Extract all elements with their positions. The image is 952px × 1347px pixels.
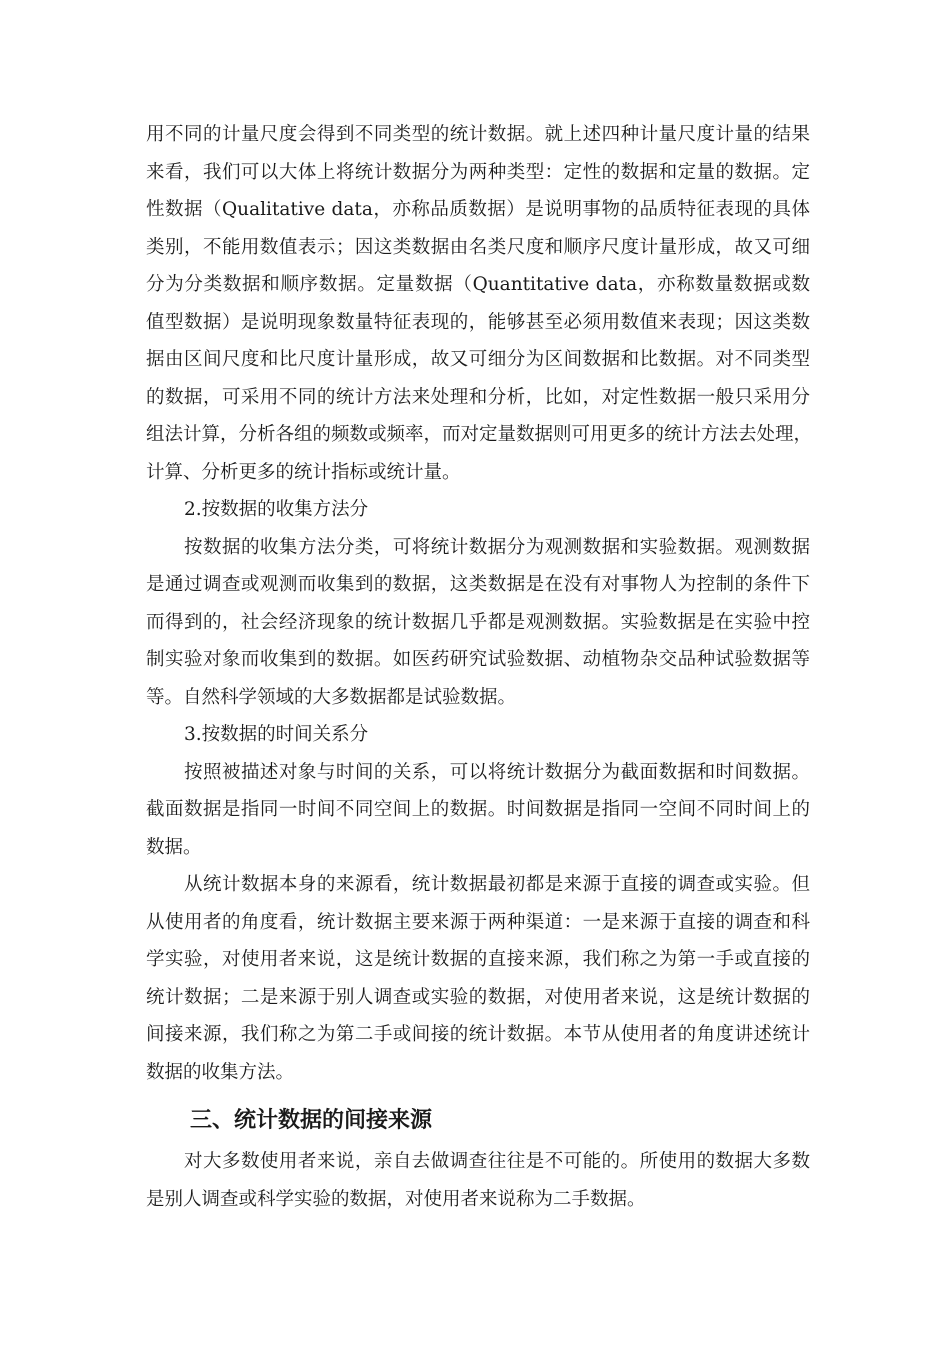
text-line: 从统计数据本身的来源看，统计数据最初都是来源于直接的调查或实验。但 [184, 874, 810, 895]
text-line: 的数据，可采用不同的统计方法来处理和分析，比如，对定性数据一般只采用分 [146, 386, 810, 408]
text-line: 计算、分析更多的统计指标或统计量。 [146, 461, 461, 483]
paragraph-secondary-data [146, 1143, 810, 1218]
document-page [146, 116, 813, 1218]
text-line: 分为分类数据和顺序数据。定量数据（Quantitative data，亦称数量数据或数 [146, 274, 810, 295]
text-line: 类别，不能用数值表示；因这类数据由名类尺度和顺序尺度计量形成，故又可细 [146, 236, 810, 258]
paragraph-time-relation [146, 754, 810, 867]
text-line: 从使用者的角度看，统计数据主要来源于两种渠道：一是来源于直接的调查和科 [146, 911, 810, 933]
text-line: 按数据的收集方法分类，可将统计数据分为观测数据和实验数据。观测数据 [184, 536, 810, 558]
text-line: 统计数据；二是来源于别人调查或实验的数据，对使用者来说，这是统计数据的 [146, 986, 810, 1008]
text-line: 用不同的计量尺度会得到不同类型的统计数据。就上述四种计量尺度计量的结果 [146, 124, 810, 145]
paragraph-collection-method [146, 529, 810, 717]
text-line: 性数据（Qualitative data，亦称品质数据）是说明事物的品质特征表现的具体 [146, 199, 810, 220]
text-line: 截面数据是指同一时间不同空间上的数据。时间数据是指同一空间不同时间上的 [146, 799, 810, 820]
text-line: 值型数据）是说明现象数量特征表现的，能够甚至必须用数值来表现；因这类数 [146, 311, 810, 333]
text-line: 来看，我们可以大体上将统计数据分为两种类型：定性的数据和定量的数据。定 [146, 161, 810, 183]
text-line: 是别人调查或科学实验的数据，对使用者来说称为二手数据。 [146, 1188, 646, 1210]
text-line: 组法计算，分析各组的频数或频率，而对定量数据则可用更多的统计方法去处理， [146, 424, 813, 445]
text-line: 按照被描述对象与时间的关系，可以将统计数据分为截面数据和时间数据。 [184, 761, 810, 783]
text-line: 对大多数使用者来说，亲自去做调查往往是不可能的。所使用的数据大多数 [184, 1151, 810, 1172]
text-line: 而得到的，社会经济现象的统计数据几乎都是观测数据。实验数据是在实验中控 [146, 611, 810, 633]
subheading-time-relation: 3.按数据的时间关系分 [184, 724, 369, 745]
text-line: 制实验对象而收集到的数据。如医药研究试验数据、动植物杂交品种试验数据等 [146, 649, 810, 670]
text-line: 数据。 [146, 836, 202, 858]
text-line: 等。自然科学领域的大多数据都是试验数据。 [146, 686, 517, 708]
paragraph-data-types [146, 116, 813, 491]
text-line: 学实验，对使用者来说，这是统计数据的直接来源，我们称之为第一手或直接的 [146, 949, 810, 970]
text-line: 间接来源，我们称之为第二手或间接的统计数据。本节从使用者的角度讲述统计 [146, 1024, 810, 1045]
text-line: 是通过调查或观测而收集到的数据，这类数据是在没有对事物人为控制的条件下 [146, 574, 810, 595]
section-heading-indirect-sources: 三、统计数据的间接来源 [190, 1108, 433, 1133]
paragraph-data-sources [146, 866, 810, 1091]
text-line: 据由区间尺度和比尺度计量形成，故又可细分为区间数据和比数据。对不同类型 [146, 349, 810, 370]
text-line: 数据的收集方法。 [146, 1061, 295, 1083]
subheading-collection-method: 2.按数据的收集方法分 [184, 499, 369, 520]
